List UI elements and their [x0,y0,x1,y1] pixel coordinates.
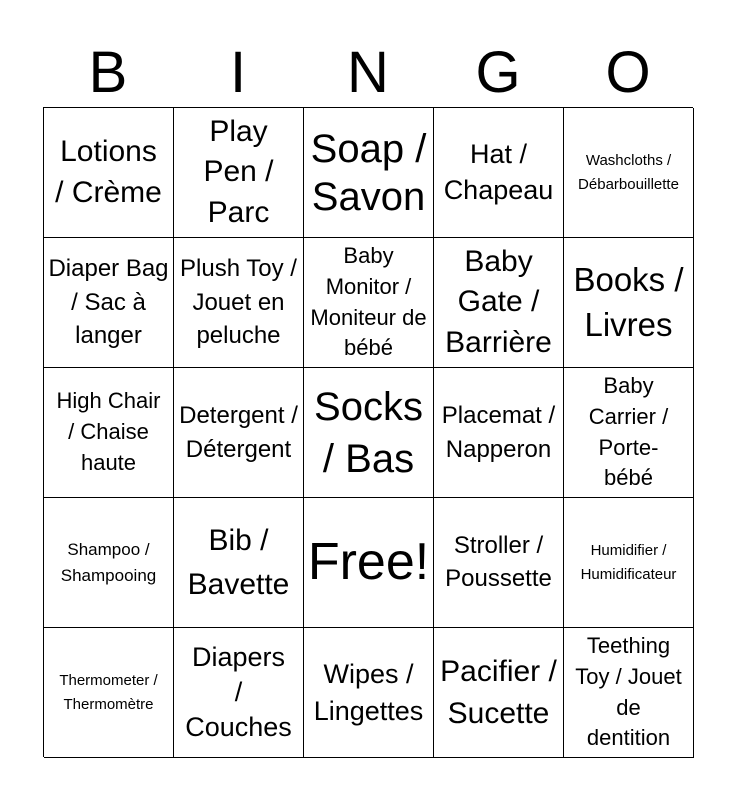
cell-label: Washcloths / Débarbouillette [578,151,679,193]
bingo-cell-r4c4[interactable] [434,498,564,628]
bingo-cell-r4c5[interactable] [564,498,694,628]
bingo-cell-r3c2[interactable] [174,368,304,498]
header-letter-o: O [605,40,651,105]
cell-label: Baby Gate / Barrière [445,244,552,359]
cell-label: Free! [307,532,430,591]
bingo-cell-r5c5[interactable] [564,628,694,758]
cell-label: Soap / Savon [310,126,427,219]
header-letter-i: I [229,40,247,105]
bingo-cell-r3c1[interactable] [44,368,174,498]
cell-label: Play Pen / Parc [203,114,274,229]
cell-label: Humidifier / Humidificateur [580,541,677,583]
bingo-cell-r1c1[interactable] [44,108,174,238]
cell-label: Thermometer / Thermomètre [59,671,158,713]
bingo-cell-r2c1[interactable] [44,238,174,368]
header-letter-n: N [347,40,389,105]
bingo-cell-r5c1[interactable] [44,628,174,758]
bingo-cell-r1c5[interactable] [564,108,694,238]
bingo-cell-r2c3[interactable] [304,238,434,368]
bingo-cell-r4c3[interactable] [304,498,434,628]
bingo-cell-r3c3[interactable] [304,368,434,498]
bingo-cell-r1c3[interactable] [304,108,434,238]
cell-label: Socks / Bas [314,384,423,481]
bingo-cell-r2c5[interactable] [564,238,694,368]
cell-label: Baby Monitor / Moniteur de bébé [310,242,427,361]
cell-label: Shampoo / Shampooing [60,540,157,585]
cell-label: Diaper Bag / Sac à langer [48,255,169,350]
cell-label: Detergent / Détergent [179,401,298,463]
cell-label: Baby Carrier / Porte-bébé [588,372,669,491]
bingo-cell-r4c2[interactable] [174,498,304,628]
cell-label: Hat / Chapeau [443,139,554,205]
cell-label: Bib / Bavette [187,524,290,601]
bingo-cell-r5c4[interactable] [434,628,564,758]
bingo-header [43,40,693,106]
bingo-cell-r1c4[interactable] [434,108,564,238]
header-letter-g: G [475,40,521,105]
bingo-cell-r1c2[interactable] [174,108,304,238]
bingo-board [43,107,693,757]
cell-label: Teething Toy / Jouet de dentition [575,632,682,751]
bingo-cell-r5c3[interactable] [304,628,434,758]
bingo-cell-r3c5[interactable] [564,368,694,498]
cell-label: Wipes / Lingettes [313,659,424,726]
cell-label: Placemat / Napperon [441,401,556,463]
header-letter-b: B [88,40,128,105]
cell-label: Diapers / Couches [185,641,292,743]
bingo-cell-r4c1[interactable] [44,498,174,628]
cell-label: Pacifier / Sucette [440,654,557,730]
bingo-cell-r3c4[interactable] [434,368,564,498]
bingo-cell-r2c2[interactable] [174,238,304,368]
cell-label: High Chair / Chaise haute [56,388,161,475]
cell-label: Stroller / Poussette [445,532,552,592]
bingo-cell-r5c2[interactable] [174,628,304,758]
bingo-cell-r2c4[interactable] [434,238,564,368]
cell-label: Books / Livres [573,260,684,343]
cell-label: Lotions / Crème [55,135,162,209]
cell-label: Plush Toy / Jouet en peluche [180,255,297,350]
